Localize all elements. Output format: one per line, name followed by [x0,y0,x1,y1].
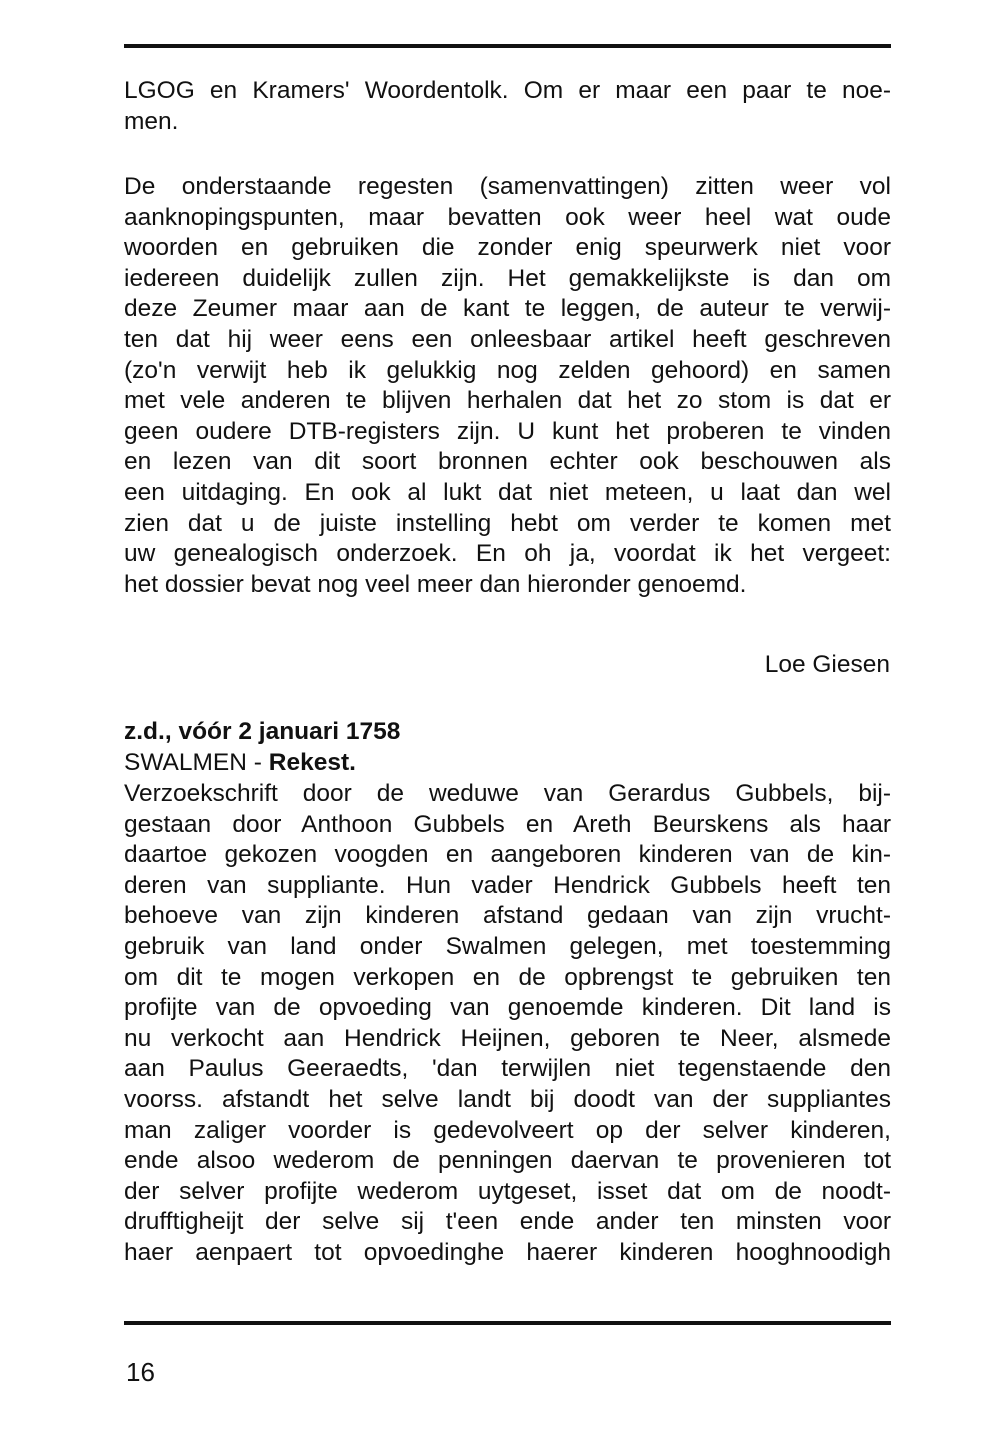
text-line: der selver profijte wederom uytgeset, isset dat om de noodt- [124,1177,891,1205]
text-line: iedereen duidelijk zullen zijn. Het gemakkelijkste is dan om [124,264,891,292]
text-line: LGOG en Kramers' Woordentolk. Om er maar een paar te noe- [124,77,891,104]
text-line: deze Zeumer maar aan de kant te leggen, de auteur te verwij- [124,295,891,323]
text-line: De onderstaande regesten (samenvattingen) zitten weer vol [124,173,891,200]
top-rule [124,44,891,48]
text-line: daartoe gekozen voogden en aangeboren kinderen van de kin- [124,841,891,869]
entry-body [124,779,891,1269]
text-line: ende alsoo wederom de penningen daervan te provenieren tot [124,1147,891,1175]
bottom-rule [124,1321,891,1325]
text-line: geen oudere DTB-registers zijn. U kunt het proberen te vinden [124,417,891,445]
text-line: (zo'n verwijt heb ik gelukkig nog zelden gehoord) en samen [124,356,891,384]
text-line: behoeve van zijn kinderen afstand gedaan van zijn vrucht- [124,902,891,930]
text-line: het dossier bevat nog veel meer dan hieronder genoemd. [124,570,747,598]
text-line: een uitdaging. En ook al lukt dat niet meteen, u laat dan wel [124,478,891,506]
entry-place: SWALMEN - [124,749,269,776]
entry-heading [124,748,356,778]
text-line: profijte van de opvoeding van genoemde kinderen. Dit land is [124,994,891,1022]
intro-text [124,76,891,137]
intro-paragraph [124,172,891,600]
page-number: 16 [126,1357,155,1387]
text-line: deren van suppliante. Hun vader Hendrick Gubbels heeft ten [124,871,891,899]
text-line: ten dat hij weer eens een onleesbaar artikel heeft geschreven [124,325,891,353]
text-line: zien dat u de juiste instelling hebt om verder te komen met [124,509,891,537]
text-line: gebruik van land onder Swalmen gelegen, met toestemming [124,932,891,960]
text-line: met vele anderen te blijven herhalen dat het zo stom is dat er [124,387,891,415]
text-line: haer aenpaert tot opvoedinghe haerer kinderen hooghnoodigh [124,1238,891,1266]
text-line: men. [124,107,179,135]
author-signature: Loe Giesen [764,651,890,678]
text-line: aanknopingspunten, maar bevatten ook weer heel wat oude [124,203,891,231]
text-line: nu verkocht aan Hendrick Heijnen, geboren te Neer, alsmede [124,1024,891,1052]
text-line: drufftigheijt der selve sij t'een ende ander ten minsten voor [124,1208,891,1236]
text-line: Verzoekschrift door de weduwe van Gerardus Gubbels, bij- [124,780,891,807]
text-line: uw genealogisch onderzoek. En oh ja, voordat ik het vergeet: [124,540,891,568]
text-line: voorss. afstandt het selve landt bij doodt van der suppliantes [124,1085,891,1113]
text-line: en lezen van dit soort bronnen echter ook beschouwen als [124,448,891,476]
entry-date: z.d., vóór 2 januari 1758 [124,718,401,745]
text-line: woorden en gebruiken die zonder enig speurwerk niet voor [124,234,891,262]
text-line: om dit te mogen verkopen en de opbrengst te gebruiken ten [124,963,891,991]
text-line: gestaan door Anthoon Gubbels en Areth Beurskens als haar [124,810,891,838]
text-line: man zaliger voorder is gedevolveert op der selver kinderen, [124,1116,891,1144]
text-line: aan Paulus Geeraedts, 'dan terwijlen niet tegenstaende den [124,1055,891,1083]
entry-type: Rekest. [268,749,356,776]
